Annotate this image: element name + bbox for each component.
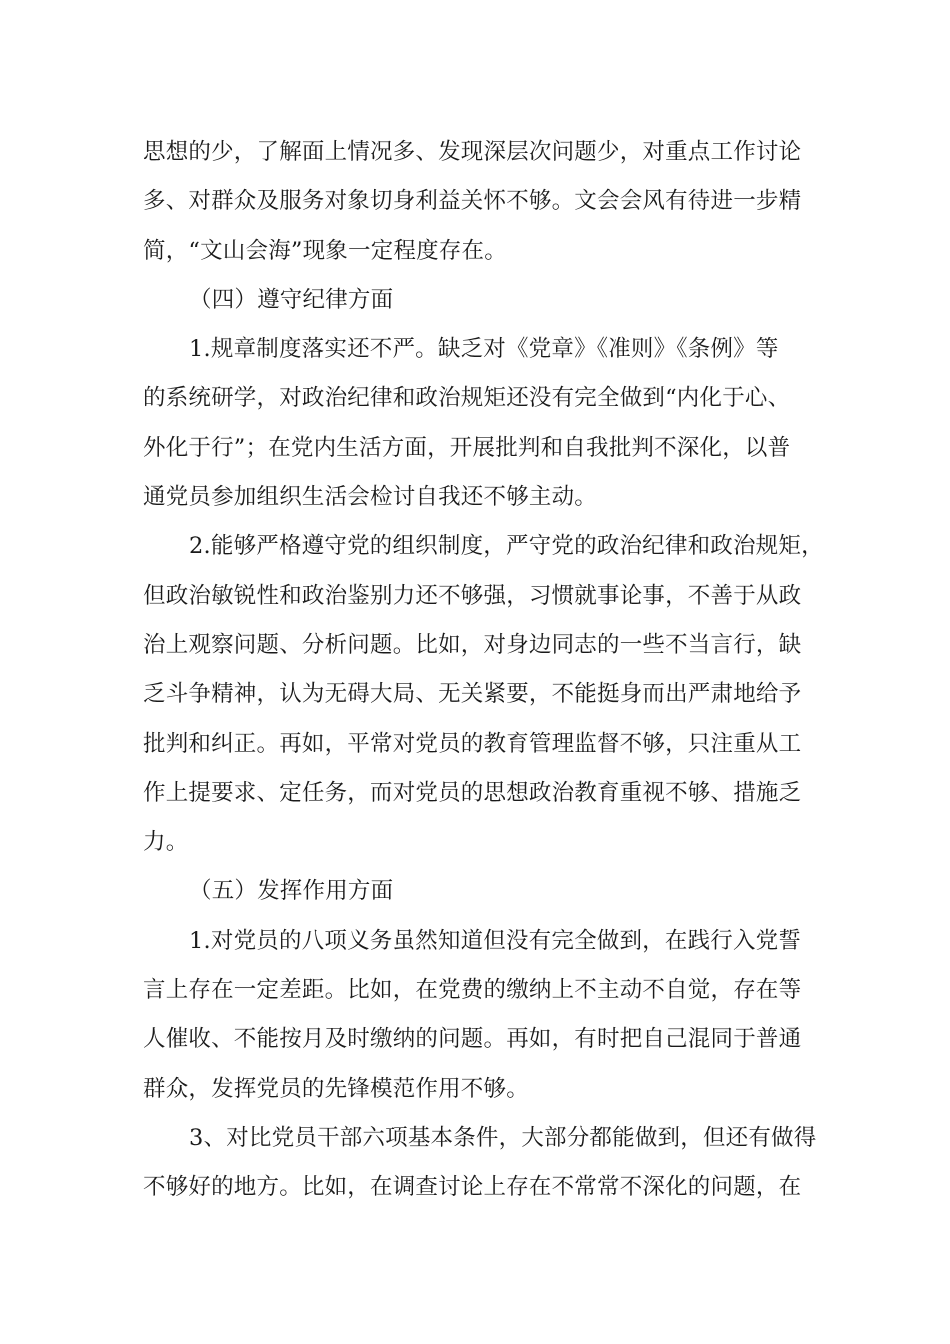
paragraph-start-line: 1.对党员的八项义务虽然知道但没有完全做到，在践行入党誓 — [189, 927, 802, 954]
text-line: 作上提要求、定任务，而对党员的思想政治教育重视不够、措施乏 — [143, 779, 802, 806]
text-line: 外化于行”；在党内生活方面，开展批判和自我批判不深化，以普 — [143, 434, 791, 461]
text-line: 简，“文山会海”现象一定程度存在。 — [143, 237, 507, 264]
text-line: 思想的少，了解面上情况多、发现深层次问题少，对重点工作讨论 — [143, 139, 802, 165]
text-line: 力。 — [143, 829, 189, 856]
paragraph-start-line: 1.规章制度落实还不严。缺乏对《党章》《准则》《条例》等 — [189, 336, 779, 363]
text-line: 人催收、不能按月及时缴纳的问题。再如，有时把自己混同于普通 — [143, 1026, 802, 1053]
text-line: 不够好的地方。比如，在调查讨论上存在不常常不深化的问题，在 — [143, 1174, 802, 1201]
paragraph-start-line: 3、对比党员干部六项基本条件，大部分都能做到，但还有做得 — [189, 1124, 817, 1151]
text-line: 言上存在一定差距。比如，在党费的缴纳上不主动不自觉，存在等 — [143, 977, 802, 1004]
text-line: 但政治敏锐性和政治鉴别力还不够强，习惯就事论事，不善于从政 — [143, 582, 802, 609]
text-line: 多、对群众及服务对象切身利益关怀不够。文会会风有待进一步精 — [143, 188, 802, 215]
section-heading: （四）遵守纪律方面 — [189, 286, 394, 313]
section-heading: （五）发挥作用方面 — [189, 878, 394, 905]
text-line: 群众，发挥党员的先锋模范作用不够。 — [143, 1075, 529, 1102]
document-body — [143, 128, 824, 1213]
text-line: 通党员参加组织生活会检讨自我还不够主动。 — [143, 484, 598, 511]
text-line: 的系统研学，对政治纪律和政治规矩还没有完全做到“内化于心、 — [143, 385, 791, 412]
text-line: 治上观察问题、分析问题。比如，对身边同志的一些不当言行，缺 — [143, 631, 802, 658]
text-line: 批判和纠正。再如，平常对党员的教育管理监督不够，只注重从工 — [143, 730, 802, 757]
text-line: 乏斗争精神，认为无碍大局、无关紧要，不能挺身而出严肃地给予 — [143, 681, 802, 708]
paragraph-start-line: 2.能够严格遵守党的组织制度，严守党的政治纪律和政治规矩， — [189, 533, 824, 560]
